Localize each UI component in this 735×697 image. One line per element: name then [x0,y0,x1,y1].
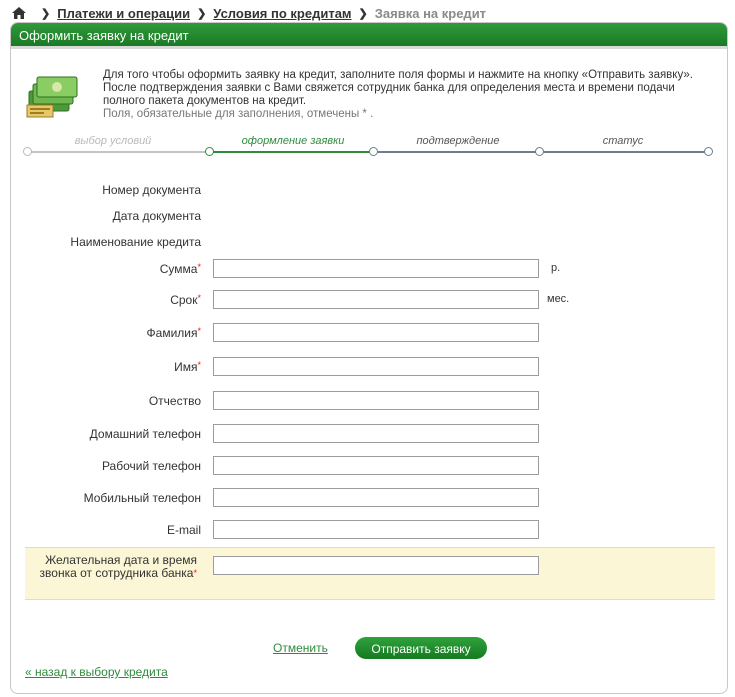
doc-date-label: Дата документа [112,209,201,223]
term-row [11,290,729,312]
callback-time-input[interactable] [213,556,539,575]
progress-steps [23,133,713,157]
doc-date-row [11,206,729,228]
home-phone-row [11,424,729,446]
surname-input[interactable] [213,323,539,342]
mobile-phone-row [11,488,729,510]
email-row [11,520,729,542]
first-name-label: Имя [174,360,198,374]
back-to-credit-selection-link[interactable]: « назад к выбору кредита [25,665,168,679]
home-icon[interactable] [12,7,26,19]
email-label: E-mail [166,523,201,537]
step-line-active [209,151,373,153]
step-dot [369,147,378,156]
mobile-phone-input[interactable] [213,488,539,507]
email-input[interactable] [213,520,539,539]
required-fields-note: Поля, обязательные для заполнения, отмечены * . [103,108,374,120]
step-dot-active [205,147,214,156]
amount-unit: р. [551,262,561,274]
step-select-terms: выбор условий [74,135,152,147]
required-mark: * [197,293,201,303]
step-confirmation: подтверждение [416,135,500,147]
doc-number-label: Номер документа [102,183,201,197]
term-unit: мес. [547,293,570,305]
amount-label: Сумма [159,262,198,276]
panel-title: Оформить заявку на кредит [11,23,727,49]
money-stack-icon [25,69,81,119]
breadcrumb-link-credit-terms[interactable]: Условия по кредитам [213,5,352,21]
step-status: статус [602,135,644,147]
submit-application-button[interactable]: Отправить заявку [355,637,487,659]
work-phone-input[interactable] [213,456,539,475]
doc-number-row [11,180,729,202]
work-phone-row [11,456,729,478]
home-phone-input[interactable] [213,424,539,443]
form-actions [11,637,729,661]
term-label: Срок [170,293,198,307]
breadcrumb-current: Заявка на кредит [374,5,487,21]
step-dot [704,147,713,156]
chevron-right-icon: ❯ [197,7,207,20]
first-name-row [11,357,729,379]
step-line-done [27,151,209,153]
chevron-right-icon: ❯ [358,7,368,20]
amount-row [11,259,729,281]
patronymic-label: Отчество [148,394,201,408]
step-dot [23,147,32,156]
intro-block [25,65,715,125]
breadcrumb-link-payments[interactable]: Платежи и операции [57,5,191,21]
term-input[interactable] [213,290,539,309]
callback-time-row [25,547,715,600]
patronymic-input[interactable] [213,391,539,410]
chevron-right-icon: ❯ [41,7,51,20]
surname-label: Фамилия [146,326,198,340]
cancel-link[interactable]: Отменить [273,641,328,655]
mobile-phone-label: Мобильный телефон [83,491,201,505]
amount-input[interactable] [213,259,539,278]
credit-name-row [11,232,729,254]
work-phone-label: Рабочий телефон [101,459,201,473]
intro-text: Для того чтобы оформить заявку на кредит, заполните поля формы и нажмите на кнопку «Отправить заявку». После подтверждения заявки с Вами свяжется сотрудник банка для определения места и времени подачи полного пакета документов на кредит. [103,69,693,107]
callback-time-label: Желательная дата и время звонка от сотрудника банка [39,553,197,580]
surname-row [11,323,729,345]
step-fill-application: оформление заявки [241,135,345,147]
breadcrumb [12,4,486,22]
required-mark: * [197,360,201,370]
required-mark: * [197,262,201,272]
credit-name-label: Наименование кредита [70,235,201,249]
first-name-input[interactable] [213,357,539,376]
credit-application-panel [10,22,728,694]
home-phone-label: Домашний телефон [89,427,201,441]
required-mark: * [193,568,197,578]
step-dot [535,147,544,156]
patronymic-row [11,391,729,413]
required-mark: * [197,326,201,336]
